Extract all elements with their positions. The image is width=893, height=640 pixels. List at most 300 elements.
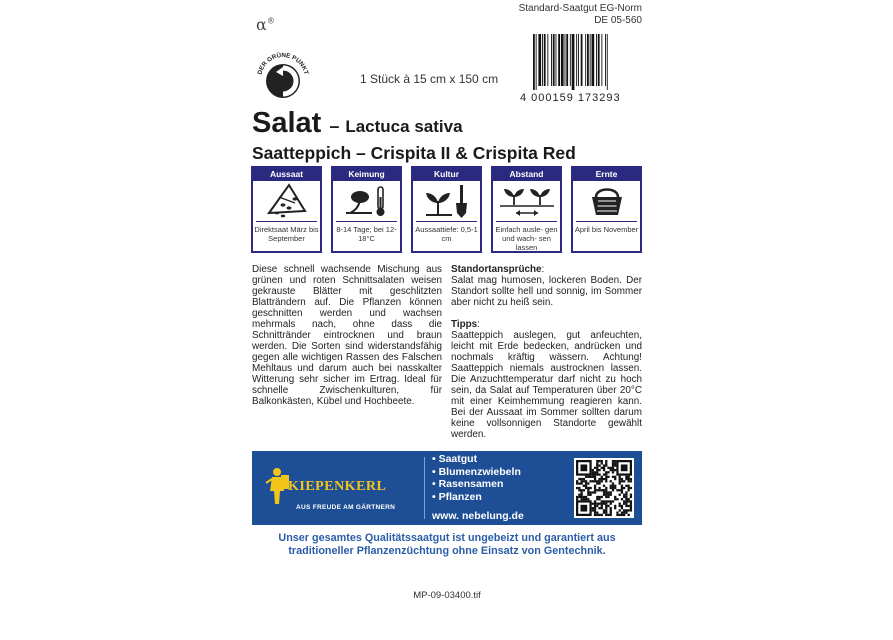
box-head: Abstand <box>493 168 560 181</box>
qr-module <box>610 480 612 482</box>
qr-module <box>623 494 625 496</box>
website-link[interactable]: www. nebelung.de <box>432 510 524 522</box>
list-item: • Rasensamen <box>432 478 504 490</box>
qr-module <box>630 480 632 482</box>
qr-module <box>610 491 612 493</box>
barcode-number: 4 000159 173293 <box>520 92 621 104</box>
box-kultur <box>411 166 482 253</box>
qr-module <box>585 482 587 484</box>
qr-module <box>596 460 598 462</box>
qr-module <box>594 491 596 493</box>
standort-text: Salat mag humosen, lockeren Boden. Der Standort sollte hell und sonnig, im Sommer aber nicht zu heiß sein. <box>451 275 642 308</box>
qr-module <box>621 489 623 491</box>
qr-module <box>616 512 618 514</box>
qr-module <box>576 482 578 484</box>
qr-module <box>621 491 623 493</box>
qr-module <box>589 494 591 496</box>
qr-module <box>598 464 600 466</box>
qr-module <box>605 487 607 489</box>
qr-module <box>603 503 605 505</box>
qr-module <box>605 464 607 466</box>
qr-module <box>594 500 596 502</box>
qr-module <box>594 509 596 511</box>
qr-module <box>612 462 614 464</box>
qr-module <box>628 476 630 478</box>
qr-module <box>583 489 585 491</box>
qr-module <box>594 480 596 482</box>
qr-module <box>580 491 582 493</box>
qr-module <box>598 478 600 480</box>
qr-module <box>619 482 621 484</box>
qr-module <box>607 491 609 493</box>
box-head: Ernte <box>573 168 640 181</box>
qr-module <box>630 496 632 498</box>
qr-module <box>576 480 578 482</box>
qr-module <box>603 467 605 469</box>
barcode-bar <box>544 34 546 86</box>
qr-module <box>589 487 591 489</box>
qr-module <box>594 507 596 509</box>
qr-module <box>625 496 627 498</box>
qr-module <box>601 462 603 464</box>
qr-module <box>625 494 627 496</box>
qr-module <box>612 500 614 502</box>
qr-module <box>601 460 603 462</box>
box-text: Direktsaat März bis September <box>254 225 319 243</box>
qr-module <box>585 476 587 478</box>
qr-module <box>594 512 596 514</box>
qr-module <box>603 473 605 475</box>
qr-module <box>594 476 596 478</box>
qr-module <box>605 500 607 502</box>
qr-module <box>628 487 630 489</box>
qr-module <box>596 480 598 482</box>
qr-module <box>601 476 603 478</box>
qr-module <box>598 507 600 509</box>
qr-module <box>619 514 621 516</box>
qr-module <box>598 460 600 462</box>
qr-module <box>603 485 605 487</box>
qr-module <box>623 487 625 489</box>
qr-module <box>610 500 612 502</box>
qr-module <box>601 507 603 509</box>
qr-module <box>614 485 616 487</box>
barcode-bar <box>590 34 591 86</box>
standard-line-2: DE 05-560 <box>594 15 642 26</box>
qr-module <box>628 480 630 482</box>
barcode-bar <box>572 34 575 90</box>
box-text: April bis November <box>574 225 639 234</box>
qr-module <box>578 496 580 498</box>
qr-module <box>612 460 614 462</box>
qr-module <box>605 507 607 509</box>
qr-module <box>580 494 582 496</box>
qr-module <box>596 473 598 475</box>
barcode-bar <box>558 34 560 86</box>
qr-module <box>603 469 605 471</box>
qr-module <box>580 496 582 498</box>
qr-module <box>605 496 607 498</box>
barcode-bar <box>578 34 579 86</box>
qr-module <box>583 480 585 482</box>
qr-module <box>628 498 630 500</box>
barcode-bar <box>601 34 602 86</box>
qr-module <box>596 514 598 516</box>
qr-module <box>596 482 598 484</box>
qr-module <box>587 476 589 478</box>
qr-module <box>592 509 594 511</box>
box-text: Aussaattiefe: 0,5-1 cm <box>415 225 478 243</box>
qr-module <box>583 478 585 480</box>
qr-module <box>630 478 632 480</box>
qr-module <box>607 514 609 516</box>
qr-module <box>594 487 596 489</box>
qr-module <box>587 487 589 489</box>
qr-module <box>603 500 605 502</box>
qr-module <box>594 489 596 491</box>
qr-module <box>598 514 600 516</box>
qr-module <box>587 494 589 496</box>
qr-finder <box>580 505 587 512</box>
qr-module <box>589 491 591 493</box>
qr-module <box>596 462 598 464</box>
barcode-bar <box>547 34 548 86</box>
box-head: Keimung <box>333 168 400 181</box>
barcode-bar <box>565 34 566 86</box>
qr-module <box>614 476 616 478</box>
brand-tagline: AUS FREUDE AM GÄRTNERN <box>296 504 396 511</box>
qr-module <box>625 498 627 500</box>
box-aussaat <box>251 166 322 253</box>
barcode-bar <box>592 34 595 86</box>
box-head: Kultur <box>413 168 480 181</box>
qr-module <box>612 469 614 471</box>
qr-module <box>594 505 596 507</box>
qr-module <box>596 512 598 514</box>
qr-module <box>596 505 598 507</box>
kiepenkerl-banner <box>252 451 642 525</box>
qr-module <box>580 478 582 480</box>
qr-module <box>580 480 582 482</box>
qr-module <box>625 512 627 514</box>
qr-module <box>603 464 605 466</box>
standort-colon: : <box>541 264 545 275</box>
qr-module <box>630 507 632 509</box>
qr-code[interactable] <box>574 458 634 518</box>
qr-module <box>619 505 621 507</box>
qr-module <box>623 514 625 516</box>
qr-module <box>619 480 621 482</box>
qr-module <box>605 460 607 462</box>
qr-module <box>594 485 596 487</box>
qr-module <box>610 509 612 511</box>
qr-module <box>583 498 585 500</box>
qr-module <box>605 471 607 473</box>
qr-module <box>585 480 587 482</box>
box-keimung <box>331 166 402 253</box>
qr-module <box>623 500 625 502</box>
qr-module <box>614 464 616 466</box>
qr-module <box>610 469 612 471</box>
barcode-bar <box>585 34 586 86</box>
file-reference: MP-09-03400.tif <box>413 590 481 601</box>
qr-module <box>594 473 596 475</box>
qr-module <box>607 496 609 498</box>
qr-module <box>601 505 603 507</box>
standort-heading: Standortansprüche <box>451 264 542 275</box>
qr-module <box>585 496 587 498</box>
qr-finder <box>621 464 628 471</box>
qr-module <box>610 467 612 469</box>
barcode <box>532 34 642 90</box>
qr-module <box>628 505 630 507</box>
qr-module <box>578 478 580 480</box>
qr-module <box>607 505 609 507</box>
qr-module <box>605 503 607 505</box>
qr-module <box>598 473 600 475</box>
qr-module <box>594 478 596 480</box>
title-main: Salat <box>252 107 322 139</box>
qr-module <box>614 487 616 489</box>
svg-text:DER GRÜNE PUNKT: DER GRÜNE PUNKT <box>256 51 310 76</box>
qr-module <box>607 494 609 496</box>
tipps-text: Saatteppich auslegen, gut anfeuchten, leicht mit Erde bedecken, andrücken und nochmals kräftig wässern. Achtung! Saatteppich niemals austrocknen lassen. Die Anzuchttemperatur darf nicht zu hoch sein, da Salat auf Temperaturen über 20°C mit einer Keimhemmung reagieren kann. Bei der Aussaat im Sommer sollten darum keine vollsonnigen Standorte gewählt werden. <box>451 330 642 440</box>
qr-module <box>610 507 612 509</box>
barcode-bar <box>587 34 589 86</box>
qr-module <box>587 482 589 484</box>
qr-module <box>594 503 596 505</box>
qr-module <box>614 498 616 500</box>
qr-module <box>612 464 614 466</box>
list-item: • Saatgut <box>432 453 478 465</box>
gruener-punkt-logo <box>252 45 314 107</box>
qr-module <box>596 467 598 469</box>
barcode-bar <box>566 34 568 86</box>
qr-module <box>614 507 616 509</box>
qr-module <box>614 469 616 471</box>
qr-module <box>603 491 605 493</box>
product-list <box>432 453 521 503</box>
description-text: Diese schnell wachsende Mischung aus grünen und roten Schnittsalaten weisen gekrauste Blätter mit geschlitzten Blatträndern auf. Die Pflanzen können geschnitten werden und wachsen mehrmals nach, ohne dass die Schnittränder eintrocknen und braun werden. Die Sorten sind widerstandsfähig gegen alle wichtigen Rassen des Falschen Mehltaus und darum auch bei nasskalter Witterung sehr sicher im Ertrag. Ideal für schnelle Zwischenkulturen, für Balkonkästen, Kübel und Hochbeete. <box>252 264 442 407</box>
qr-module <box>601 514 603 516</box>
qr-module <box>621 487 623 489</box>
qr-module <box>592 471 594 473</box>
tipps-colon: : <box>477 319 480 330</box>
barcode-bar <box>598 34 600 86</box>
qr-module <box>623 503 625 505</box>
qr-module <box>598 480 600 482</box>
qr-module <box>578 494 580 496</box>
qr-module <box>605 491 607 493</box>
qr-module <box>580 482 582 484</box>
qr-module <box>603 489 605 491</box>
qr-module <box>621 505 623 507</box>
qr-module <box>592 473 594 475</box>
qr-module <box>596 469 598 471</box>
qr-module <box>619 509 621 511</box>
qr-module <box>596 496 598 498</box>
qr-module <box>585 485 587 487</box>
barcode-bar <box>556 34 557 86</box>
qr-module <box>585 498 587 500</box>
qr-module <box>601 500 603 502</box>
qr-module <box>607 500 609 502</box>
qr-module <box>592 491 594 493</box>
qr-module <box>625 485 627 487</box>
tipps-section <box>451 319 642 440</box>
qr-module <box>598 496 600 498</box>
standard-norm <box>480 3 642 27</box>
qr-finder <box>580 464 587 471</box>
qr-module <box>623 480 625 482</box>
qr-module <box>625 476 627 478</box>
qr-module <box>603 478 605 480</box>
qr-module <box>605 462 607 464</box>
qr-module <box>578 489 580 491</box>
qr-module <box>619 478 621 480</box>
qr-module <box>605 473 607 475</box>
qr-module <box>580 489 582 491</box>
qr-module <box>603 509 605 511</box>
qr-module <box>592 503 594 505</box>
qr-module <box>616 498 618 500</box>
qr-module <box>601 503 603 505</box>
box-head: Aussaat <box>253 168 320 181</box>
tipps-heading: Tipps <box>451 319 478 330</box>
qr-module <box>619 494 621 496</box>
qr-module <box>625 478 627 480</box>
qr-module <box>580 498 582 500</box>
qr-module <box>594 514 596 516</box>
qr-module <box>578 482 580 484</box>
barcode-bar <box>581 34 583 86</box>
qr-module <box>605 512 607 514</box>
qr-module <box>596 464 598 466</box>
qr-module <box>619 476 621 478</box>
qr-module <box>587 491 589 493</box>
qr-module <box>603 512 605 514</box>
qr-module <box>621 498 623 500</box>
qr-module <box>605 494 607 496</box>
qr-module <box>612 482 614 484</box>
barcode-bar <box>561 34 564 86</box>
qr-module <box>601 489 603 491</box>
qr-module <box>612 487 614 489</box>
qr-module <box>628 478 630 480</box>
qr-module <box>592 469 594 471</box>
qr-module <box>596 471 598 473</box>
qr-module <box>601 467 603 469</box>
qr-module <box>605 478 607 480</box>
qr-module <box>630 487 632 489</box>
qr-module <box>596 498 598 500</box>
qr-module <box>628 485 630 487</box>
product-subtitle: Saatteppich – Crispita II & Crispita Red <box>252 143 576 163</box>
qr-module <box>612 476 614 478</box>
kiepenkerl-figure-icon <box>264 467 290 505</box>
qr-module <box>628 514 630 516</box>
qr-module <box>596 503 598 505</box>
qr-module <box>628 489 630 491</box>
qr-module <box>592 476 594 478</box>
qr-module <box>605 489 607 491</box>
qr-module <box>589 480 591 482</box>
qr-module <box>610 485 612 487</box>
qr-module <box>598 503 600 505</box>
qr-module <box>614 462 616 464</box>
qr-module <box>576 496 578 498</box>
plant-spacing-icon <box>498 183 556 219</box>
qr-module <box>598 498 600 500</box>
qr-module <box>610 494 612 496</box>
qr-module <box>596 489 598 491</box>
box-abstand <box>491 166 562 253</box>
qr-module <box>619 503 621 505</box>
qr-module <box>583 496 585 498</box>
qr-module <box>576 487 578 489</box>
qr-module <box>605 480 607 482</box>
barcode-bar <box>570 34 571 86</box>
qr-module <box>612 485 614 487</box>
qr-module <box>603 494 605 496</box>
qr-module <box>614 496 616 498</box>
qr-module <box>630 494 632 496</box>
barcode-bar <box>551 34 552 86</box>
qr-module <box>589 476 591 478</box>
qr-module <box>621 485 623 487</box>
qr-module <box>594 471 596 473</box>
qr-module <box>601 480 603 482</box>
qr-module <box>625 500 627 502</box>
qr-module <box>598 489 600 491</box>
guarantee-text: Unser gesamtes Qualitätssaatgut ist ungebeizt und garantiert aus traditioneller Pflanzenzüchtung ohne Einsatz von Gentechnik. <box>278 532 616 557</box>
barcode-bar <box>605 34 606 86</box>
pack-size: 1 Stück à 15 cm x 150 cm <box>360 72 499 86</box>
barcode-bar <box>607 34 608 90</box>
qr-module <box>605 509 607 511</box>
right-column <box>451 264 642 440</box>
barcode-bar <box>538 34 541 86</box>
qr-module <box>630 503 632 505</box>
qr-module <box>625 503 627 505</box>
qr-module <box>598 482 600 484</box>
qr-module <box>612 489 614 491</box>
qr-module <box>612 471 614 473</box>
qr-module <box>598 469 600 471</box>
qr-module <box>610 512 612 514</box>
qr-module <box>623 512 625 514</box>
qr-module <box>605 514 607 516</box>
qr-module <box>630 505 632 507</box>
qr-module <box>614 460 616 462</box>
qr-module <box>630 509 632 511</box>
qr-module <box>583 485 585 487</box>
barcode-bar <box>536 34 537 90</box>
qr-module <box>587 489 589 491</box>
qr-module <box>607 476 609 478</box>
qr-module <box>621 514 623 516</box>
seed-packet-icon <box>265 183 309 219</box>
banner-divider <box>424 457 425 519</box>
qr-module <box>621 507 623 509</box>
title-latin: Lactuca sativa <box>345 117 463 136</box>
seedling-trowel-icon <box>422 183 472 219</box>
brand-name: KIEPENKERL <box>288 479 387 494</box>
qr-module <box>623 496 625 498</box>
qr-module <box>601 478 603 480</box>
qr-module <box>619 489 621 491</box>
barcode-bar <box>576 34 577 86</box>
